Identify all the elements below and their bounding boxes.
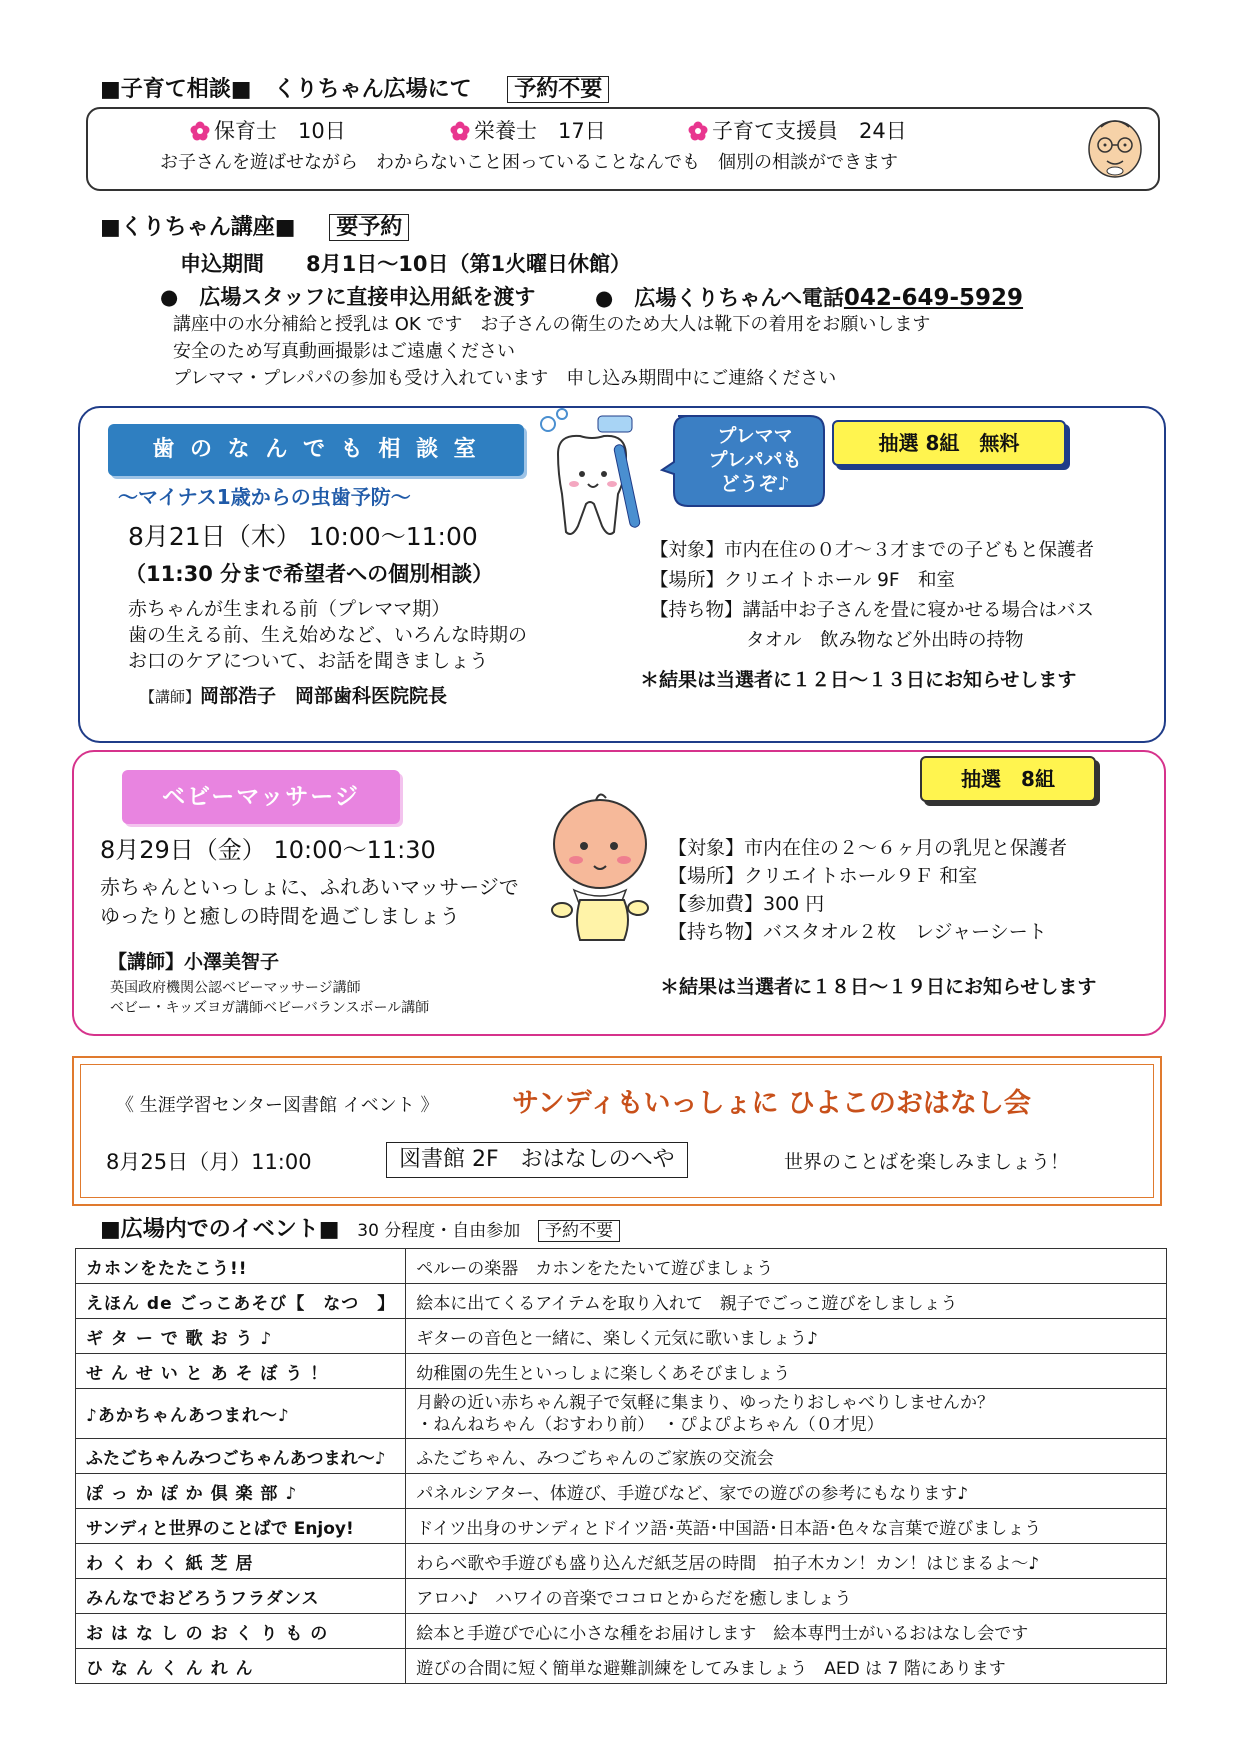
library-note: 世界のことばを楽しみましょう！	[784, 1151, 1070, 1173]
flower-icon	[450, 121, 470, 141]
event-title: わ く わ く 紙 芝 居	[76, 1544, 406, 1579]
consult-badge: 予約不要	[507, 76, 609, 103]
event-title: ぽ っ か ぽ か 倶 楽 部 ♪	[76, 1474, 406, 1509]
course-heading: ■くりちゃん講座■ 要予約	[100, 210, 409, 241]
tooth-mascot-icon	[528, 404, 658, 544]
table-row	[76, 1354, 1167, 1389]
table-row	[76, 1474, 1167, 1509]
events-table	[75, 1248, 1167, 1684]
course-method-2: ● 広場くりちゃんへ電話042-649-5929	[595, 285, 1024, 311]
library-panel	[72, 1056, 1162, 1206]
event-desc: 絵本に出てくるアイテムを取り入れて 親子でごっこ遊びをしましょう	[406, 1284, 1167, 1319]
table-row	[76, 1319, 1167, 1354]
event-title: サンディと世界のことばで Enjoy!	[76, 1509, 406, 1544]
table-row	[76, 1544, 1167, 1579]
course-note-2: 安全のため写真動画撮影はご遠慮ください	[173, 341, 515, 362]
event-desc: わらべ歌や手遊びも盛り込んだ紙芝居の時間 拍子木カン！カン！はじまるよ～♪	[406, 1544, 1167, 1579]
massage-desc: 赤ちゃんといっしょに、ふれあいマッサージで ゆったりと癒しの時間を過ごしましょう	[100, 875, 519, 928]
consult-staff-1: 保育士 10日	[190, 117, 346, 145]
dental-result: ＊結果は当選者に１２日～１３日にお知らせします	[640, 669, 1077, 691]
event-desc: 月齢の近い赤ちゃん親子で気軽に集まり、ゆったりおしゃべりしませんか？ ・ねんねちゃん（おすわり前） ・ぴよぴよちゃん（０才児）	[406, 1389, 1167, 1439]
event-desc: ドイツ出身のサンディとドイツ語･英語･中国語･日本語･色々な言葉で遊びましょう	[406, 1509, 1167, 1544]
event-desc: ギターの音色と一緒に、楽しく元気に歌いましょう♪	[406, 1319, 1167, 1354]
event-desc: ペルーの楽器 カホンをたたいて遊びましょう	[406, 1249, 1167, 1284]
event-desc: 幼稚園の先生といっしょに楽しくあそびましょう	[406, 1354, 1167, 1389]
consult-staff-2: 栄養士 17日	[450, 117, 606, 145]
dental-instructor: 【講師】岡部浩子 岡部歯科医院院長	[140, 685, 448, 707]
library-date: 8月25日（月）11:00	[106, 1150, 312, 1174]
table-row	[76, 1509, 1167, 1544]
table-row	[76, 1249, 1167, 1284]
dental-lottery-badge: 抽選 8組 無料	[832, 420, 1066, 466]
massage-lottery-badge: 抽選 8組	[920, 756, 1096, 802]
dental-details: 【対象】市内在住の０才～３才までの子どもと保護者 【場所】クリエイトホール 9F 和室 【持ち物】講話中お子さんを畳に寝かせる場合はバス タオル 飲み物など外出時の持物	[650, 540, 1095, 651]
event-desc: アロハ♪ ハワイの音楽でココロとからだを癒しましょう	[406, 1579, 1167, 1614]
table-row	[76, 1649, 1167, 1684]
flower-icon	[190, 121, 210, 141]
dental-subtitle: ～マイナス1歳からの虫歯予防～	[118, 485, 411, 509]
dental-desc: 赤ちゃんが生まれる前（プレママ期） 歯の生える前、生え始めなど、いろんな時期の お口のケアについて、お話を聞きましょう	[128, 598, 528, 672]
consult-heading: ■子育て相談■ くりちゃん広場にて 予約不要	[100, 72, 609, 103]
baby-mascot-icon	[540, 790, 660, 950]
event-desc: パネルシアター、体遊び、手遊びなど、家での遊びの参考にもなります♪	[406, 1474, 1167, 1509]
table-row	[76, 1579, 1167, 1614]
massage-title: ベビーマッサージ	[122, 770, 400, 824]
consult-note: お子さんを遊ばせながら わからないこと困っていることなんでも 個別の相談ができます	[160, 152, 898, 173]
course-note-3: プレママ・プレパパの参加も受け入れています 申し込み期間中にご連絡ください	[173, 368, 837, 389]
event-title: せ ん せ い と あ そ ぼ う ！	[76, 1354, 406, 1389]
course-method-1: ● 広場スタッフに直接申込用紙を渡す	[160, 285, 536, 309]
event-title: カホンをたたこう!!	[76, 1249, 406, 1284]
table-row	[76, 1439, 1167, 1474]
speech-bubble-text: プレママ プレパパも どうぞ♪	[708, 425, 802, 495]
event-title: ふたごちゃんみつごちゃんあつまれ～♪	[76, 1439, 406, 1474]
table-row	[76, 1284, 1167, 1319]
event-title: ひ な ん く ん れ ん	[76, 1649, 406, 1684]
library-title: サンディもいっしょに ひよこのおはなし会	[512, 1088, 1031, 1119]
library-label: 《 生涯学習センター図書館 イベント 》	[116, 1095, 439, 1116]
massage-credentials: 英国政府機関公認ベビーマッサージ講師 ベビー・キッズヨガ講師ベビーバランスボール講師	[110, 980, 430, 1017]
events-heading: ■広場内でのイベント■ 30 分程度・自由参加 予約不要	[100, 1212, 620, 1243]
table-row	[76, 1614, 1167, 1649]
event-title: みんなでおどろうフラダンス	[76, 1579, 406, 1614]
massage-result: ＊結果は当選者に１８日～１９日にお知らせします	[660, 976, 1097, 998]
course-phone: 042-649-5929	[843, 285, 1024, 311]
dental-extra: （11:30 分まで希望者への個別相談）	[125, 562, 494, 586]
course-period: 申込期間 8月1日～10日（第1火曜日休館）	[180, 252, 632, 276]
dental-title: 歯 の な ん で も 相 談 室	[108, 424, 524, 476]
event-title: ギ タ ー で 歌 お う ♪	[76, 1319, 406, 1354]
event-desc: 絵本と手遊びで心に小さな種をお届けします 絵本専門士がいるおはなし会です	[406, 1614, 1167, 1649]
events-badge: 予約不要	[538, 1220, 620, 1242]
event-title: お は な し の お く り も の	[76, 1614, 406, 1649]
massage-date: 8月29日（金） 10:00～11:30	[100, 836, 436, 864]
course-note-1: 講座中の水分補給と授乳は OK です お子さんの衛生のため大人は靴下の着用をお願いします	[173, 314, 931, 335]
event-desc: 遊びの合間に短く簡単な避難訓練をしてみましょう AED は 7 階にあります	[406, 1649, 1167, 1684]
consult-staff-3: 子育て支援員 24日	[688, 117, 907, 145]
grandpa-mascot-icon	[1083, 109, 1147, 185]
event-title: ♪あかちゃんあつまれ～♪	[76, 1389, 406, 1439]
table-row	[76, 1389, 1167, 1439]
consult-box	[86, 107, 1160, 191]
massage-instructor: 【講師】小澤美智子	[108, 951, 280, 973]
course-badge: 要予約	[329, 214, 409, 241]
dental-date: 8月21日（木） 10:00～11:00	[128, 522, 478, 551]
flower-icon	[688, 121, 708, 141]
event-title: えほん de ごっこあそび【 なつ 】	[76, 1284, 406, 1319]
massage-details: 【対象】市内在住の２～６ヶ月の乳児と保護者 【場所】クリエイトホール９Ｆ 和室 【参加費】300 円 【持ち物】バスタオル２枚 レジャーシート	[668, 837, 1068, 943]
event-desc: ふたごちゃん、みつごちゃんのご家族の交流会	[406, 1439, 1167, 1474]
library-place: 図書館 2F おはなしのへや	[386, 1142, 688, 1178]
